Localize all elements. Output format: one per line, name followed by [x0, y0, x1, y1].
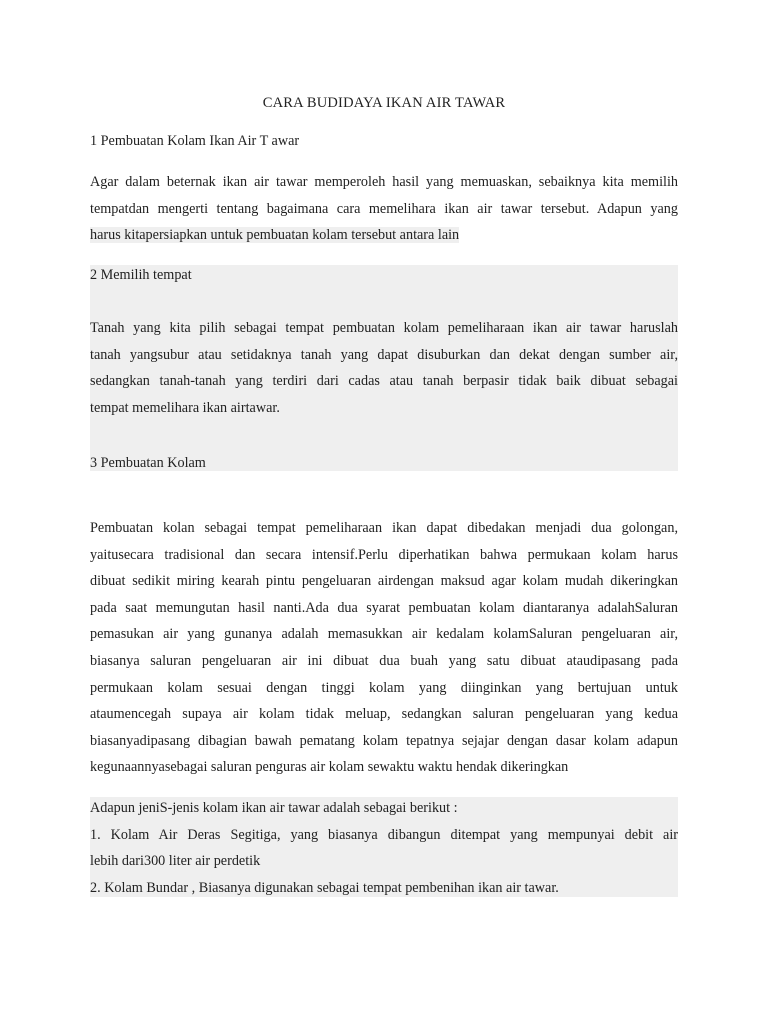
type-item-1: 1. Kolam Air Deras Segitiga, yang biasanya dibangun ditempat yang mempunyai debit air: [90, 826, 678, 843]
section3-line: biasanyadipasang dibagian bawah pematang kolam tepatnya sejajar dengan dasar kolam adapun: [90, 732, 678, 749]
document-title: CARA BUDIDAYA IKAN AIR TAWAR: [262, 95, 506, 111]
intro-line: harus kitapersiapkan untuk pembuatan kolam tersebut antara lain: [90, 227, 460, 244]
type-item-1-cont: lebih dari300 liter air perdetik: [90, 853, 261, 870]
section3-line: pada saat memungutan hasil nanti.Ada dua syarat pembuatan kolam diantaranya adalahSaluran: [90, 599, 678, 616]
section3-line: yaitusecara tradisional dan secara intensif.Perlu diperhatikan bahwa permukaan kolam harus: [90, 546, 678, 563]
section2-paragraph: [90, 315, 678, 421]
section3-heading: 3 Pembuatan Kolam: [90, 455, 206, 471]
section2-line: tanah yangsubur atau setidaknya tanah yang dapat disuburkan dan dekat dengan sumber air,: [90, 346, 678, 363]
section3-line: pemasukan air yang gunanya adalah memasukkan air kedalam kolamSaluran pengeluaran air,: [90, 626, 678, 643]
section3-line: ataumencegah supaya air kolam tidak meluap, sedangkan saluran pengeluaran yang kedua: [90, 706, 678, 723]
types-intro: Adapun jeniS-jenis kolam ikan air tawar adalah sebagai berikut :: [90, 800, 458, 816]
section3-line: dibuat sedikit miring kearah pintu pengeluaran airdengan maksud agar kolam mudah dikeringkan: [90, 573, 678, 590]
intro-line: Agar dalam beternak ikan air tawar memperoleh hasil yang memuaskan, sebaiknya kita memilih: [90, 174, 678, 190]
section2-heading: 2 Memilih tempat: [90, 267, 192, 283]
type-item-2: 2. Kolam Bundar , Biasanya digunakan sebagai tempat pembenihan ikan air tawar.: [90, 879, 559, 896]
intro-line: tempatdan mengerti tentang bagaimana cara memelihara ikan air tawar tersebut. Adapun yang: [90, 200, 678, 217]
section3-line: kegunaannyasebagai saluran penguras air kolam sewaktu waktu hendak dikeringkan: [90, 759, 569, 776]
section3-paragraph: [90, 515, 678, 781]
section3-line: Pembuatan kolan sebagai tempat pemeliharaan ikan dapat dibedakan menjadi dua golongan,: [90, 520, 678, 536]
section3-line: permukaan kolam sesuai dengan tinggi kolam yang diinginkan yang bertujuan untuk: [90, 679, 678, 696]
section2-line: sedangkan tanah-tanah yang terdiri dari cadas atau tanah berpasir tidak baik dibuat sebagai: [90, 373, 678, 390]
types-list: [90, 795, 678, 901]
section1-heading: 1 Pembuatan Kolam Ikan Air T awar: [90, 133, 300, 149]
section2-line: tempat memelihara ikan airtawar.: [90, 399, 280, 416]
intro-paragraph: [90, 169, 678, 249]
section3-line: biasanya saluran pengeluaran air ini dibuat dua buah yang satu dibuat ataudipasang pada: [90, 652, 678, 669]
section2-line: Tanah yang kita pilih sebagai tempat pembuatan kolam pemeliharaan ikan air tawar haruslah: [90, 320, 678, 336]
